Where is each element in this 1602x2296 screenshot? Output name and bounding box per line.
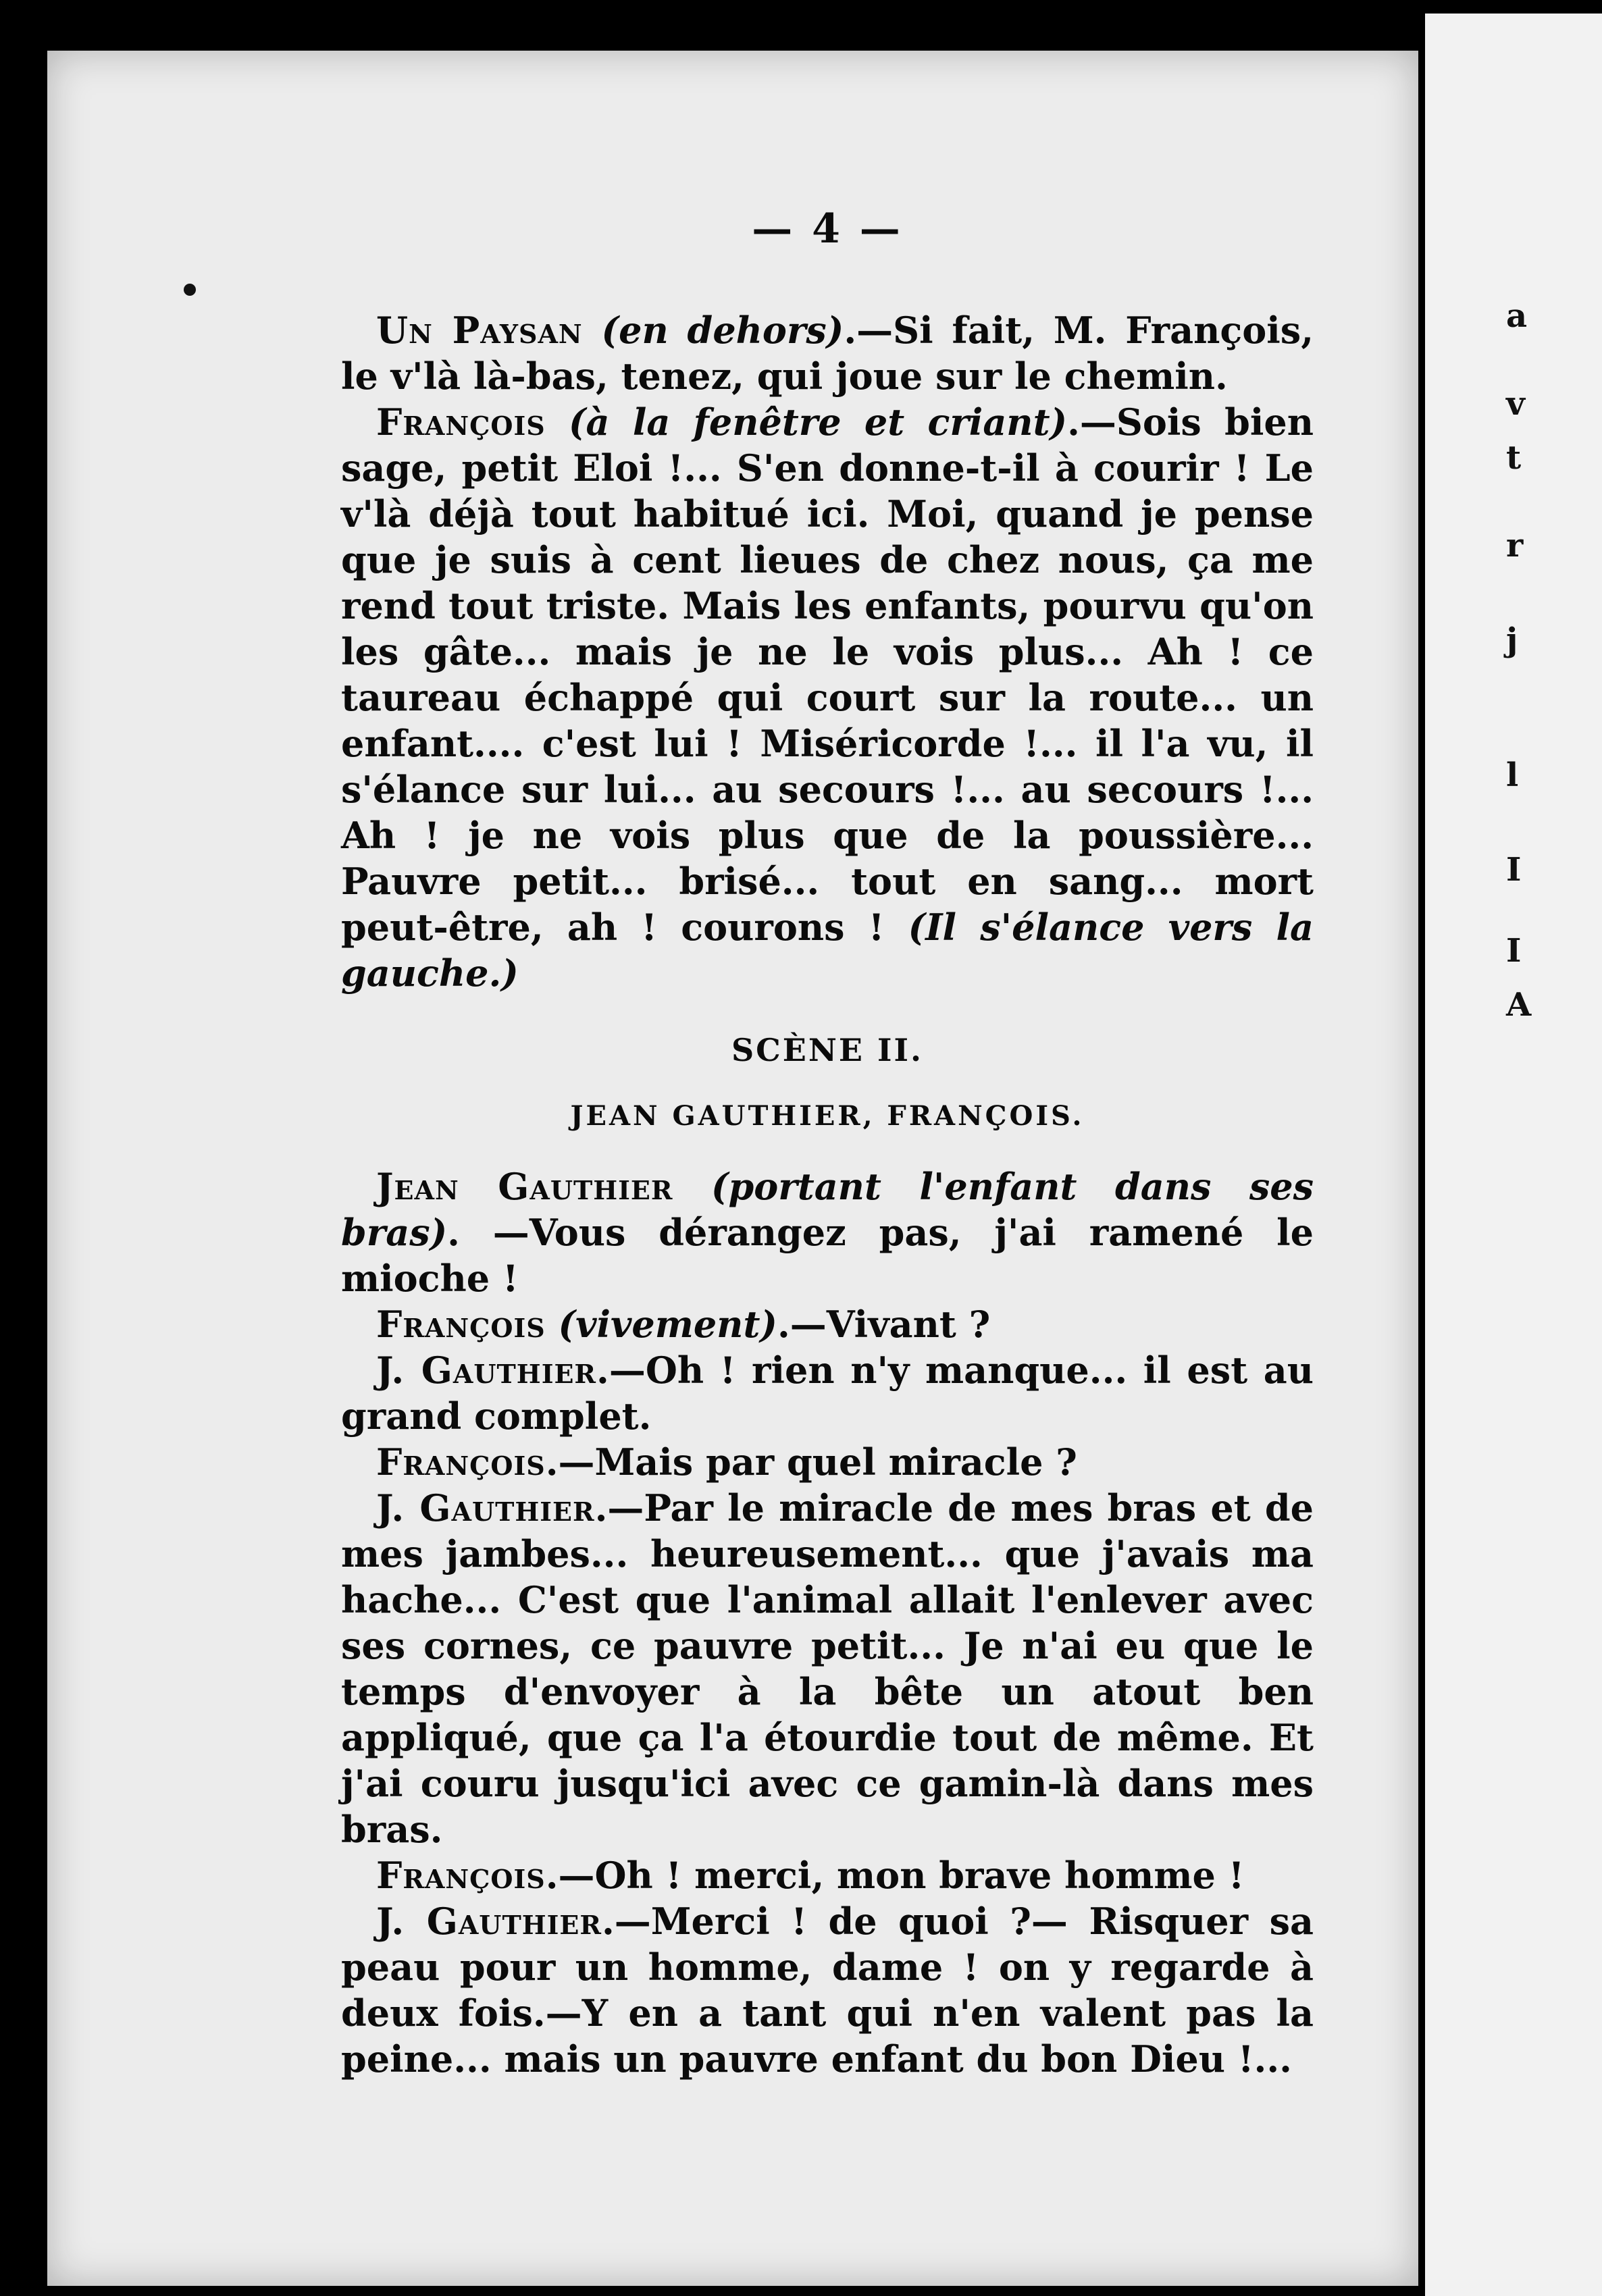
adjacent-page-letter: a (1506, 297, 1528, 335)
adjacent-page-letter: r (1506, 527, 1524, 565)
dialogue-paragraph (341, 1301, 1314, 1347)
dialogue-paragraph (341, 1852, 1314, 1898)
adjacent-page-letter: I (1506, 851, 1522, 889)
speaker-name: Jean Gauthier (376, 1165, 673, 1208)
page-text (341, 206, 1314, 2082)
scene-title: SCÈNE II. (731, 1032, 924, 1068)
stage-direction: (portant l'enfant dans ses bras) (341, 1165, 1314, 1254)
speaker-name: François (376, 400, 546, 444)
dialogue-paragraph (341, 307, 1314, 399)
speaker-name: J. Gauthier (376, 1900, 602, 1943)
adjacent-page-edge (1425, 14, 1602, 2296)
speech-text: .—Sois bien sage, petit Eloi !... S'en donne-t-il à courir ! Le v'là déjà tout habitué ici. Moi, quand je pense que je suis à cent lieues de chez nous, ça me rend tout triste. Mais les enfants, pourvu qu'on les gâte... mais je ne le vois plus... Ah ! ce taureau échappé qui court sur la route... un enfant.... c'est lui ! Miséricorde !... il l'a vu, il s'élance sur lui... au secours !... au secours !... Ah ! je ne vois plus que de la poussière... Pauvre petit... brisé... tout en sang... mort peut-être, ah ! courons ! (341, 400, 1314, 949)
stage-direction: (vivement) (558, 1303, 777, 1346)
stage-direction: (à la fenêtre et criant) (569, 400, 1068, 444)
speech-text: .—Vivant ? (777, 1303, 991, 1346)
speaker-name: J. Gauthier (376, 1486, 595, 1530)
speech-text: .—Merci ! de quoi ?— Risquer sa peau pour un homme, dame ! on y regarde à deux fois.—Y en a tant qui n'en valent pas la peine... mais un pauvre enfant du bon Dieu !... (341, 1900, 1314, 2081)
dialogue-paragraph (341, 1439, 1314, 1485)
adjacent-page-letter: t (1506, 439, 1522, 477)
dialogue-paragraph (341, 399, 1314, 996)
speech-text: .—Oh ! rien n'y manque... il est au grand complet. (341, 1349, 1314, 1438)
speech-text: .—Si fait, M. François, le v'là là-bas, tenez, qui joue sur le chemin. (341, 309, 1314, 398)
adjacent-page-letter: l (1506, 756, 1519, 794)
adjacent-page-letter: v (1506, 385, 1525, 423)
stage-direction: (Il s'élance vers la gauche.) (341, 906, 1314, 995)
speaker-name: J. Gauthier (376, 1349, 597, 1392)
speech-text: . —Vous dérangez pas, j'ai ramené le mioche ! (341, 1211, 1314, 1300)
page-number: — 4 — (752, 205, 903, 253)
dialogue-paragraph (341, 1898, 1314, 2082)
speaker-name: François (376, 1440, 546, 1484)
speech-text: .—Oh ! merci, mon brave homme ! (545, 1854, 1245, 1897)
scene-characters: JEAN GAUTHIER, FRANÇOIS. (570, 1100, 1085, 1132)
speaker-name: François (376, 1303, 546, 1346)
dialogue-paragraph (341, 1347, 1314, 1439)
speech-text: .—Mais par quel miracle ? (545, 1440, 1077, 1484)
speaker-name: François (376, 1854, 546, 1897)
adjacent-page-letter: A (1506, 986, 1532, 1024)
speaker-name: Un Paysan (376, 309, 583, 352)
adjacent-page-letter: j (1506, 621, 1518, 659)
adjacent-page-letter: I (1506, 932, 1522, 970)
stage-direction: (en dehors) (601, 309, 844, 352)
dialogue-paragraph (341, 1485, 1314, 1852)
dialogue-paragraph (341, 1164, 1314, 1301)
ink-spot (184, 284, 196, 296)
speech-text: .—Par le miracle de mes bras et de mes jambes... heureusement... que j'avais ma hache... C'est que l'animal allait l'enlever avec ses cornes, ce pauvre petit... Je n'ai eu que le temps d'envoyer à la bête un atout ben appliqué, que ça l'a étourdie tout de même. Et j'ai couru jusqu'ici avec ce gamin-là dans mes bras. (341, 1486, 1314, 1851)
